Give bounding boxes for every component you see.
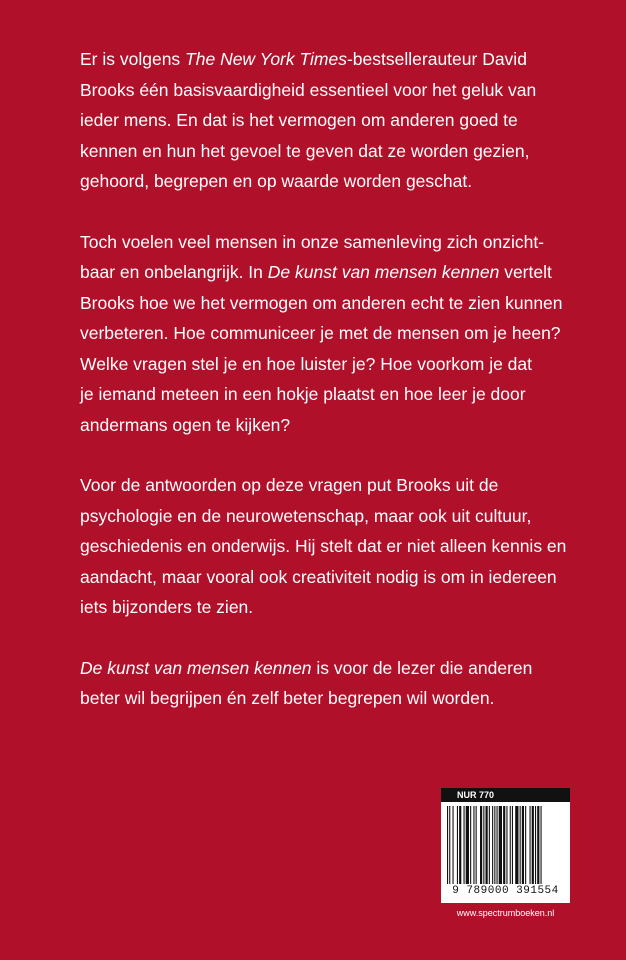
text-line (80, 288, 580, 319)
text-line (80, 531, 580, 562)
paragraph (80, 653, 580, 714)
text-line (80, 105, 580, 136)
text-line (80, 136, 580, 167)
nur-label: NUR 770 (441, 788, 570, 802)
text-line (80, 44, 580, 75)
text-line (80, 227, 580, 258)
text-line (80, 257, 580, 288)
text-segment: beter wil begrijpen én zelf beter begrepen wil worden. (80, 688, 495, 708)
text-segment: aandacht, maar vooral ook creativiteit nodig is om in iedereen (80, 566, 557, 587)
text-line (80, 592, 580, 623)
text-segment: Er is volgens (80, 49, 186, 69)
barcode-icon (445, 806, 566, 884)
text-line (80, 683, 580, 714)
isbn-number: 9 789000 391554 (452, 885, 559, 897)
text-segment: Welke vragen stel je en hoe luister je? Hoe voorkom je dat (80, 353, 533, 374)
text-line (80, 349, 580, 380)
text-line (80, 410, 580, 441)
paragraph (80, 227, 580, 441)
text-line (80, 470, 580, 501)
text-line (80, 501, 580, 532)
text-segment: verbeteren. Hoe communiceer je met de mensen om je heen? (80, 323, 561, 343)
barcode-box (441, 788, 570, 903)
text-line (80, 562, 580, 593)
text-segment: iets bijzonders te zien. (80, 597, 254, 617)
text-segment: Brooks één basisvaardigheid essentieel voor het geluk van (80, 79, 537, 100)
text-segment: andermans ogen te kijken? (80, 414, 291, 435)
text-segment: ieder mens. En dat is het vermogen om anderen goed te (80, 110, 518, 130)
text-segment: Toch voelen veel mensen in onze samenleving zich onzicht- (80, 231, 545, 252)
paragraph (80, 470, 580, 623)
text-segment: Brooks hoe we het vermogen om anderen echt te zien kunnen (80, 292, 563, 313)
book-title-text: De kunst van mensen kennen (267, 262, 500, 282)
text-line (80, 75, 580, 106)
text-segment: kennen en hun het gevoel te geven dat ze worden gezien, (80, 140, 530, 161)
text-segment: -bestsellerauteur David (346, 49, 527, 69)
back-cover-text (80, 44, 580, 744)
paragraph (80, 44, 580, 197)
text-segment: gehoord, begrepen en op waarde worden geschat. (80, 171, 473, 191)
text-line (80, 318, 580, 349)
text-segment: psychologie en de neurowetenschap, maar ook uit cultuur, (80, 505, 532, 526)
text-line (80, 166, 580, 197)
text-segment: je iemand meteen in een hokje plaatst en hoe leer je door (80, 384, 526, 404)
text-line (80, 379, 580, 410)
book-title-text: The New York Times (185, 49, 347, 69)
text-segment: Voor de antwoorden op deze vragen put Brooks uit de (80, 475, 499, 495)
publisher-website: www.spectrumboeken.nl (456, 908, 555, 918)
text-segment: baar en onbelangrijk. In (80, 262, 268, 282)
book-title-text: De kunst van mensen kennen (80, 657, 312, 678)
text-segment: geschiedenis en onderwijs. Hij stelt dat er niet alleen kennis en (80, 536, 567, 556)
text-segment: vertelt (499, 262, 552, 282)
text-segment: is voor de lezer die anderen (311, 657, 533, 678)
text-line (80, 653, 580, 684)
